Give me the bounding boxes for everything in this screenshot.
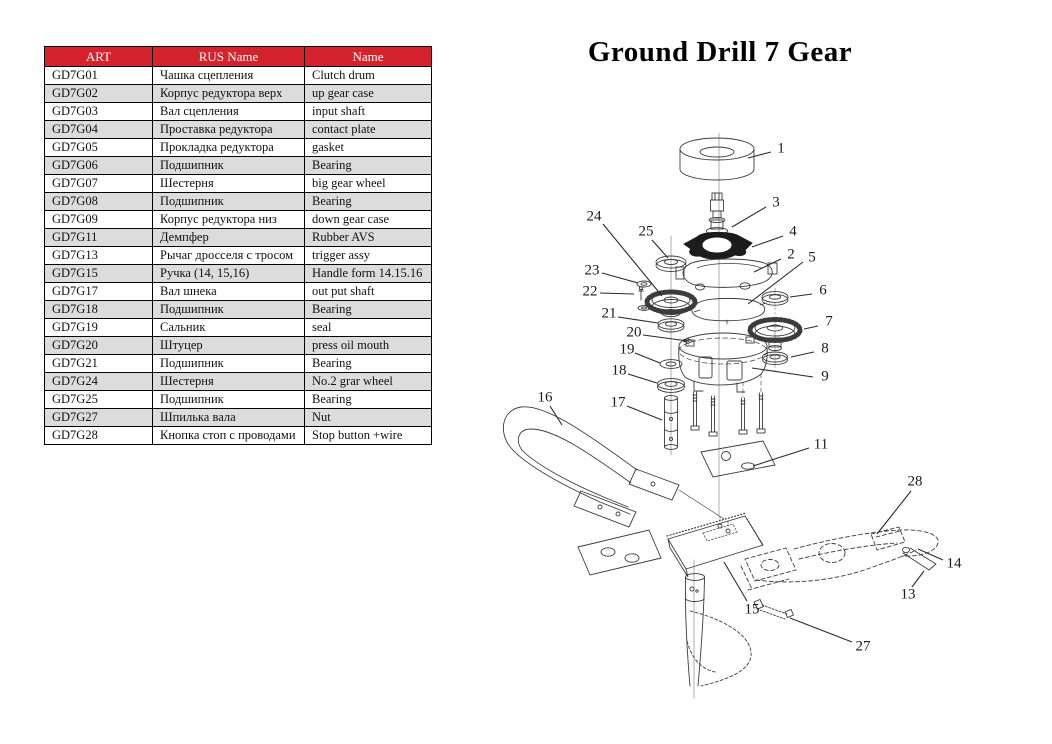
- cell-rus-name: Прокладка редуктора: [153, 139, 305, 157]
- lower-plate-drawing: [578, 530, 661, 575]
- callout-leader: [550, 406, 562, 425]
- cell-rus-name: Проставка редуктора: [153, 121, 305, 139]
- callout-label: 16: [537, 389, 553, 406]
- cell-name: Bearing: [305, 193, 432, 211]
- cell-rus-name: Рычаг дросселя с тросом: [153, 247, 305, 265]
- callout-label: 3: [772, 194, 780, 211]
- cell-art: GD7G25: [45, 391, 153, 409]
- cell-name: Rubber AVS: [305, 229, 432, 247]
- table-row: [45, 229, 432, 247]
- cell-rus-name: Чашка сцепления: [153, 67, 305, 85]
- cell-name: input shaft: [305, 103, 432, 121]
- cell-name: No.2 grar wheel: [305, 373, 432, 391]
- cell-art: GD7G02: [45, 85, 153, 103]
- cell-art: GD7G15: [45, 265, 153, 283]
- callout-label: 27: [855, 638, 871, 655]
- table-row: [45, 175, 432, 193]
- diagram-callouts: [538, 140, 963, 654]
- callout-label: 4: [789, 223, 797, 240]
- cell-art: GD7G13: [45, 247, 153, 265]
- cell-art: GD7G09: [45, 211, 153, 229]
- table-row: [45, 409, 432, 427]
- table-row: [45, 337, 432, 355]
- cell-name: Stop button +wire: [305, 427, 432, 445]
- callout-leader: [912, 571, 924, 587]
- cell-rus-name: Вал сцепления: [153, 103, 305, 121]
- col-header-art: ART: [45, 47, 153, 67]
- callout-leader: [753, 448, 809, 466]
- table-row: [45, 193, 432, 211]
- callout-leader: [724, 562, 747, 601]
- handle-16-drawing: [503, 407, 724, 527]
- cell-name: Clutch drum: [305, 67, 432, 85]
- cell-art: GD7G20: [45, 337, 153, 355]
- callout-label: 8: [821, 340, 829, 357]
- cell-name: seal: [305, 319, 432, 337]
- cell-name: Bearing: [305, 355, 432, 373]
- cell-rus-name: Ручка (14, 15,16): [153, 265, 305, 283]
- gasket-drawing: [692, 298, 766, 324]
- cell-name: gasket: [305, 139, 432, 157]
- table-row: [45, 265, 432, 283]
- up-gear-case-drawing: [676, 259, 777, 290]
- cell-name: Bearing: [305, 391, 432, 409]
- callout-label: 7: [825, 313, 833, 330]
- table-row: [45, 319, 432, 337]
- clutch-drum-drawing: [680, 138, 754, 180]
- col-header-rus-name: RUS Name: [153, 47, 305, 67]
- cell-name: out put shaft: [305, 283, 432, 301]
- exploded-diagram: [440, 0, 1052, 744]
- callout-leader: [618, 317, 658, 323]
- cell-rus-name: Подшипник: [153, 355, 305, 373]
- cell-name: contact plate: [305, 121, 432, 139]
- cell-art: GD7G19: [45, 319, 153, 337]
- callout-label: 25: [638, 223, 654, 240]
- callout-label: 18: [611, 362, 627, 379]
- cell-rus-name: Шпилька вала: [153, 409, 305, 427]
- callout-leader: [600, 293, 634, 294]
- page-title: Ground Drill 7 Gear: [587, 36, 853, 68]
- table-row: [45, 85, 432, 103]
- cell-art: GD7G28: [45, 427, 153, 445]
- callout-leader: [602, 273, 638, 283]
- callout-leader: [732, 207, 766, 227]
- callout-label: 11: [813, 436, 829, 453]
- callout-leader: [752, 236, 783, 247]
- cell-rus-name: Кнопка стоп с проводами: [153, 427, 305, 445]
- callout-leader: [791, 352, 814, 357]
- bracket-15-drawing: [667, 513, 763, 577]
- table-row: [45, 373, 432, 391]
- callout-label: 15: [744, 601, 760, 618]
- cell-art: GD7G06: [45, 157, 153, 175]
- input-shaft-drawing: [707, 193, 728, 238]
- cell-rus-name: Подшипник: [153, 157, 305, 175]
- cell-name: press oil mouth: [305, 337, 432, 355]
- cell-name: up gear case: [305, 85, 432, 103]
- callout-leader: [790, 294, 812, 297]
- table-row: [45, 121, 432, 139]
- callout-leader: [628, 374, 657, 383]
- callout-leader: [643, 335, 688, 341]
- cell-rus-name: Подшипник: [153, 301, 305, 319]
- cell-art: GD7G07: [45, 175, 153, 193]
- callout-label: 9: [821, 368, 829, 385]
- cell-art: GD7G27: [45, 409, 153, 427]
- callout-label: 28: [907, 473, 923, 490]
- cell-art: GD7G24: [45, 373, 153, 391]
- cell-rus-name: Подшипник: [153, 193, 305, 211]
- cell-art: GD7G11: [45, 229, 153, 247]
- clutch-plate-drawing: [684, 232, 752, 259]
- table-row: [45, 157, 432, 175]
- callout-label: 17: [610, 394, 626, 411]
- cell-name: Bearing: [305, 157, 432, 175]
- table-row: [45, 139, 432, 157]
- table-row: [45, 211, 432, 229]
- callout-leader: [652, 240, 668, 258]
- table-row: [45, 391, 432, 409]
- cell-art: GD7G21: [45, 355, 153, 373]
- callout-label: 21: [601, 305, 617, 322]
- callout-label: 24: [586, 208, 602, 225]
- plate-11-drawing: [701, 441, 775, 477]
- cell-rus-name: Вал шнека: [153, 283, 305, 301]
- cell-name: Nut: [305, 409, 432, 427]
- table-header-row: [45, 47, 432, 67]
- cell-art: GD7G04: [45, 121, 153, 139]
- callout-label: 6: [819, 282, 827, 299]
- cell-art: GD7G17: [45, 283, 153, 301]
- callout-label: 13: [900, 586, 916, 603]
- cell-name: Bearing: [305, 301, 432, 319]
- callout-leader: [748, 262, 803, 304]
- parts-table: [44, 46, 432, 445]
- table-row: [45, 283, 432, 301]
- cell-rus-name: Подшипник: [153, 391, 305, 409]
- callout-label: 23: [584, 262, 600, 279]
- cell-art: GD7G18: [45, 301, 153, 319]
- callout-leader: [877, 491, 911, 534]
- cell-rus-name: Демпфер: [153, 229, 305, 247]
- table-row: [45, 247, 432, 265]
- table-row: [45, 427, 432, 445]
- callout-leader: [804, 326, 818, 329]
- cell-name: down gear case: [305, 211, 432, 229]
- cell-name: trigger assy: [305, 247, 432, 265]
- callout-label: 20: [626, 324, 642, 341]
- table-row: [45, 355, 432, 373]
- col-header-name: Name: [305, 47, 432, 67]
- cell-rus-name: Шестерня: [153, 175, 305, 193]
- table-row: [45, 103, 432, 121]
- table-row: [45, 301, 432, 319]
- callout-leader: [635, 353, 660, 363]
- callout-label: 1: [777, 140, 785, 157]
- washer-23-drawing: [637, 281, 651, 287]
- table-row: [45, 67, 432, 85]
- callout-leader: [627, 406, 662, 420]
- handlebar-drawing: [741, 527, 938, 590]
- cell-art: GD7G03: [45, 103, 153, 121]
- bolt-27-drawing: [754, 600, 794, 620]
- cell-rus-name: Корпус редуктора верх: [153, 85, 305, 103]
- cell-rus-name: Шестерня: [153, 373, 305, 391]
- cell-name: Handle form 14.15.16: [305, 265, 432, 283]
- cell-art: GD7G01: [45, 67, 153, 85]
- cell-rus-name: Сальник: [153, 319, 305, 337]
- callout-label: 19: [619, 341, 635, 358]
- parts-table-body: [45, 67, 432, 445]
- callout-label: 2: [787, 246, 795, 263]
- cell-name: big gear wheel: [305, 175, 432, 193]
- cell-art: GD7G05: [45, 139, 153, 157]
- cell-art: GD7G08: [45, 193, 153, 211]
- callout-label: 5: [808, 249, 816, 266]
- diagram-art: [503, 133, 938, 698]
- callout-leader: [790, 618, 852, 642]
- callout-label: 22: [582, 283, 598, 300]
- callout-label: 14: [946, 555, 962, 572]
- pin-22-drawing: [639, 287, 644, 300]
- down-gear-case-drawing: [679, 333, 768, 392]
- cell-rus-name: Корпус редуктора низ: [153, 211, 305, 229]
- cell-rus-name: Штуцер: [153, 337, 305, 355]
